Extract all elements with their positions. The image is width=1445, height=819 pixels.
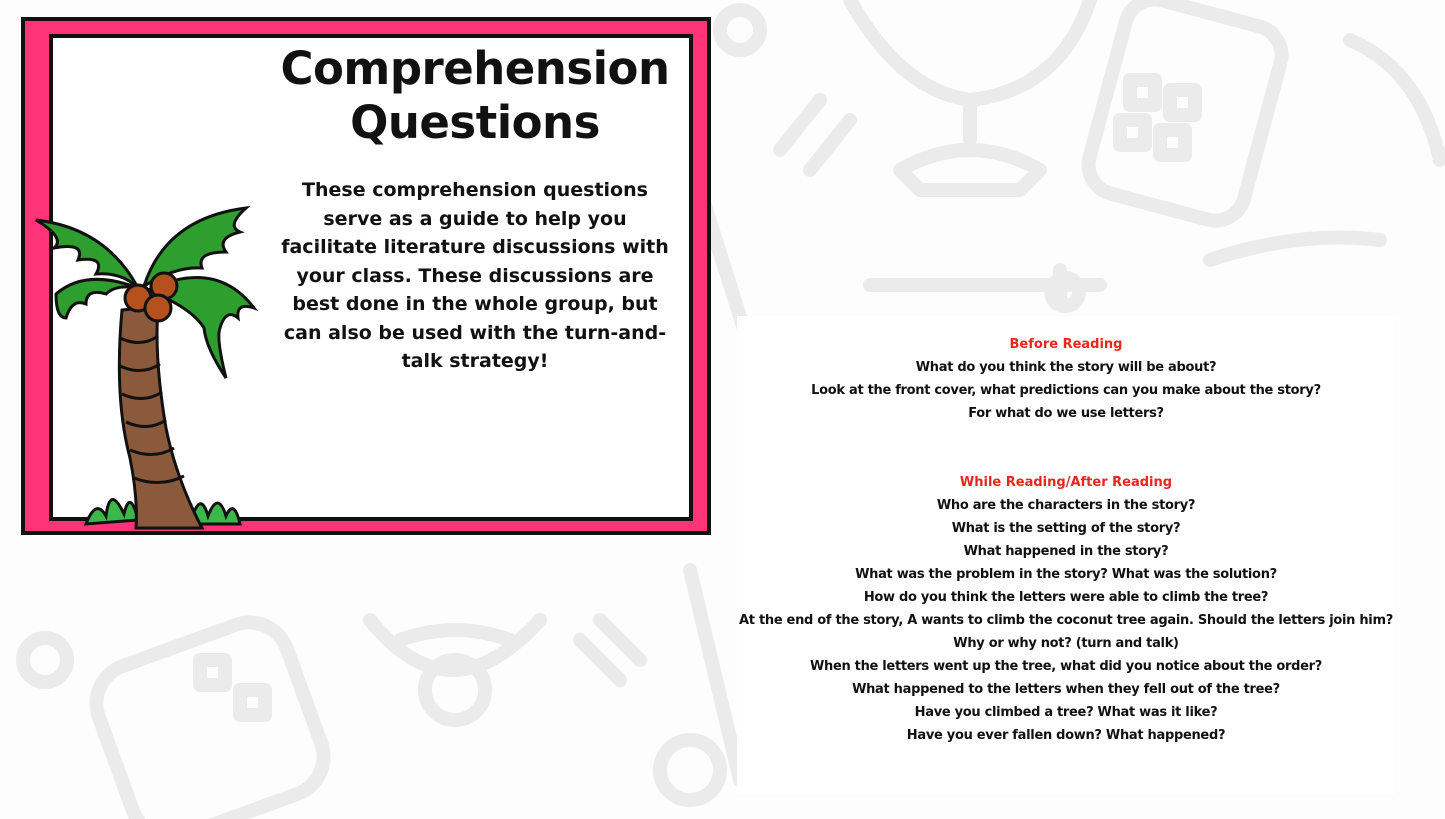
slide-title: Comprehension Questions (280, 42, 670, 149)
globe-icon (720, 0, 1090, 190)
question-item: What is the setting of the story? (951, 521, 1181, 536)
before-reading-heading: Before Reading (1009, 337, 1123, 352)
question-item: Have you climbed a tree? What was it like? (914, 705, 1218, 720)
before-reading-section (737, 333, 1395, 425)
question-item: For what do we use letters? (968, 406, 1164, 421)
ruler-icon (780, 100, 1100, 306)
question-item: Have you ever fallen down? What happened? (906, 728, 1226, 743)
while-after-reading-section (737, 471, 1395, 747)
palm-tree-illustration (26, 198, 260, 532)
question-item: What do you think the story will be about? (915, 360, 1217, 375)
question-item: When the letters went up the tree, what did you notice about the order? (809, 659, 1323, 674)
question-item: Who are the characters in the story? (936, 498, 1196, 513)
question-item: How do you think the letters were able to climb the tree? (863, 590, 1269, 605)
before-reading-questions (737, 356, 1395, 425)
while-after-reading-heading: While Reading/After Reading (959, 475, 1173, 490)
question-item: What was the problem in the story? What was the solution? (855, 567, 1277, 582)
while-after-reading-questions (737, 494, 1395, 747)
calculator-icon (1082, 0, 1288, 227)
slide-description: These comprehension questions serve as a guide to help you facilitate literature discussions with your class. These discussions are best done in the whole group, but can also be used with the turn-and-talk strategy! (281, 179, 669, 372)
notes-panel (737, 316, 1395, 794)
question-item: What happened in the story? (963, 544, 1169, 559)
question-item: At the end of the story, A wants to climb the coconut tree again. Should the letters join him? Why or why not? (turn and talk) (739, 613, 1393, 651)
trunk-icon (119, 306, 202, 528)
question-item: What happened to the letters when they fell out of the tree? (852, 682, 1280, 697)
question-item: Look at the front cover, what predictions can you make about the story? (811, 383, 1321, 398)
